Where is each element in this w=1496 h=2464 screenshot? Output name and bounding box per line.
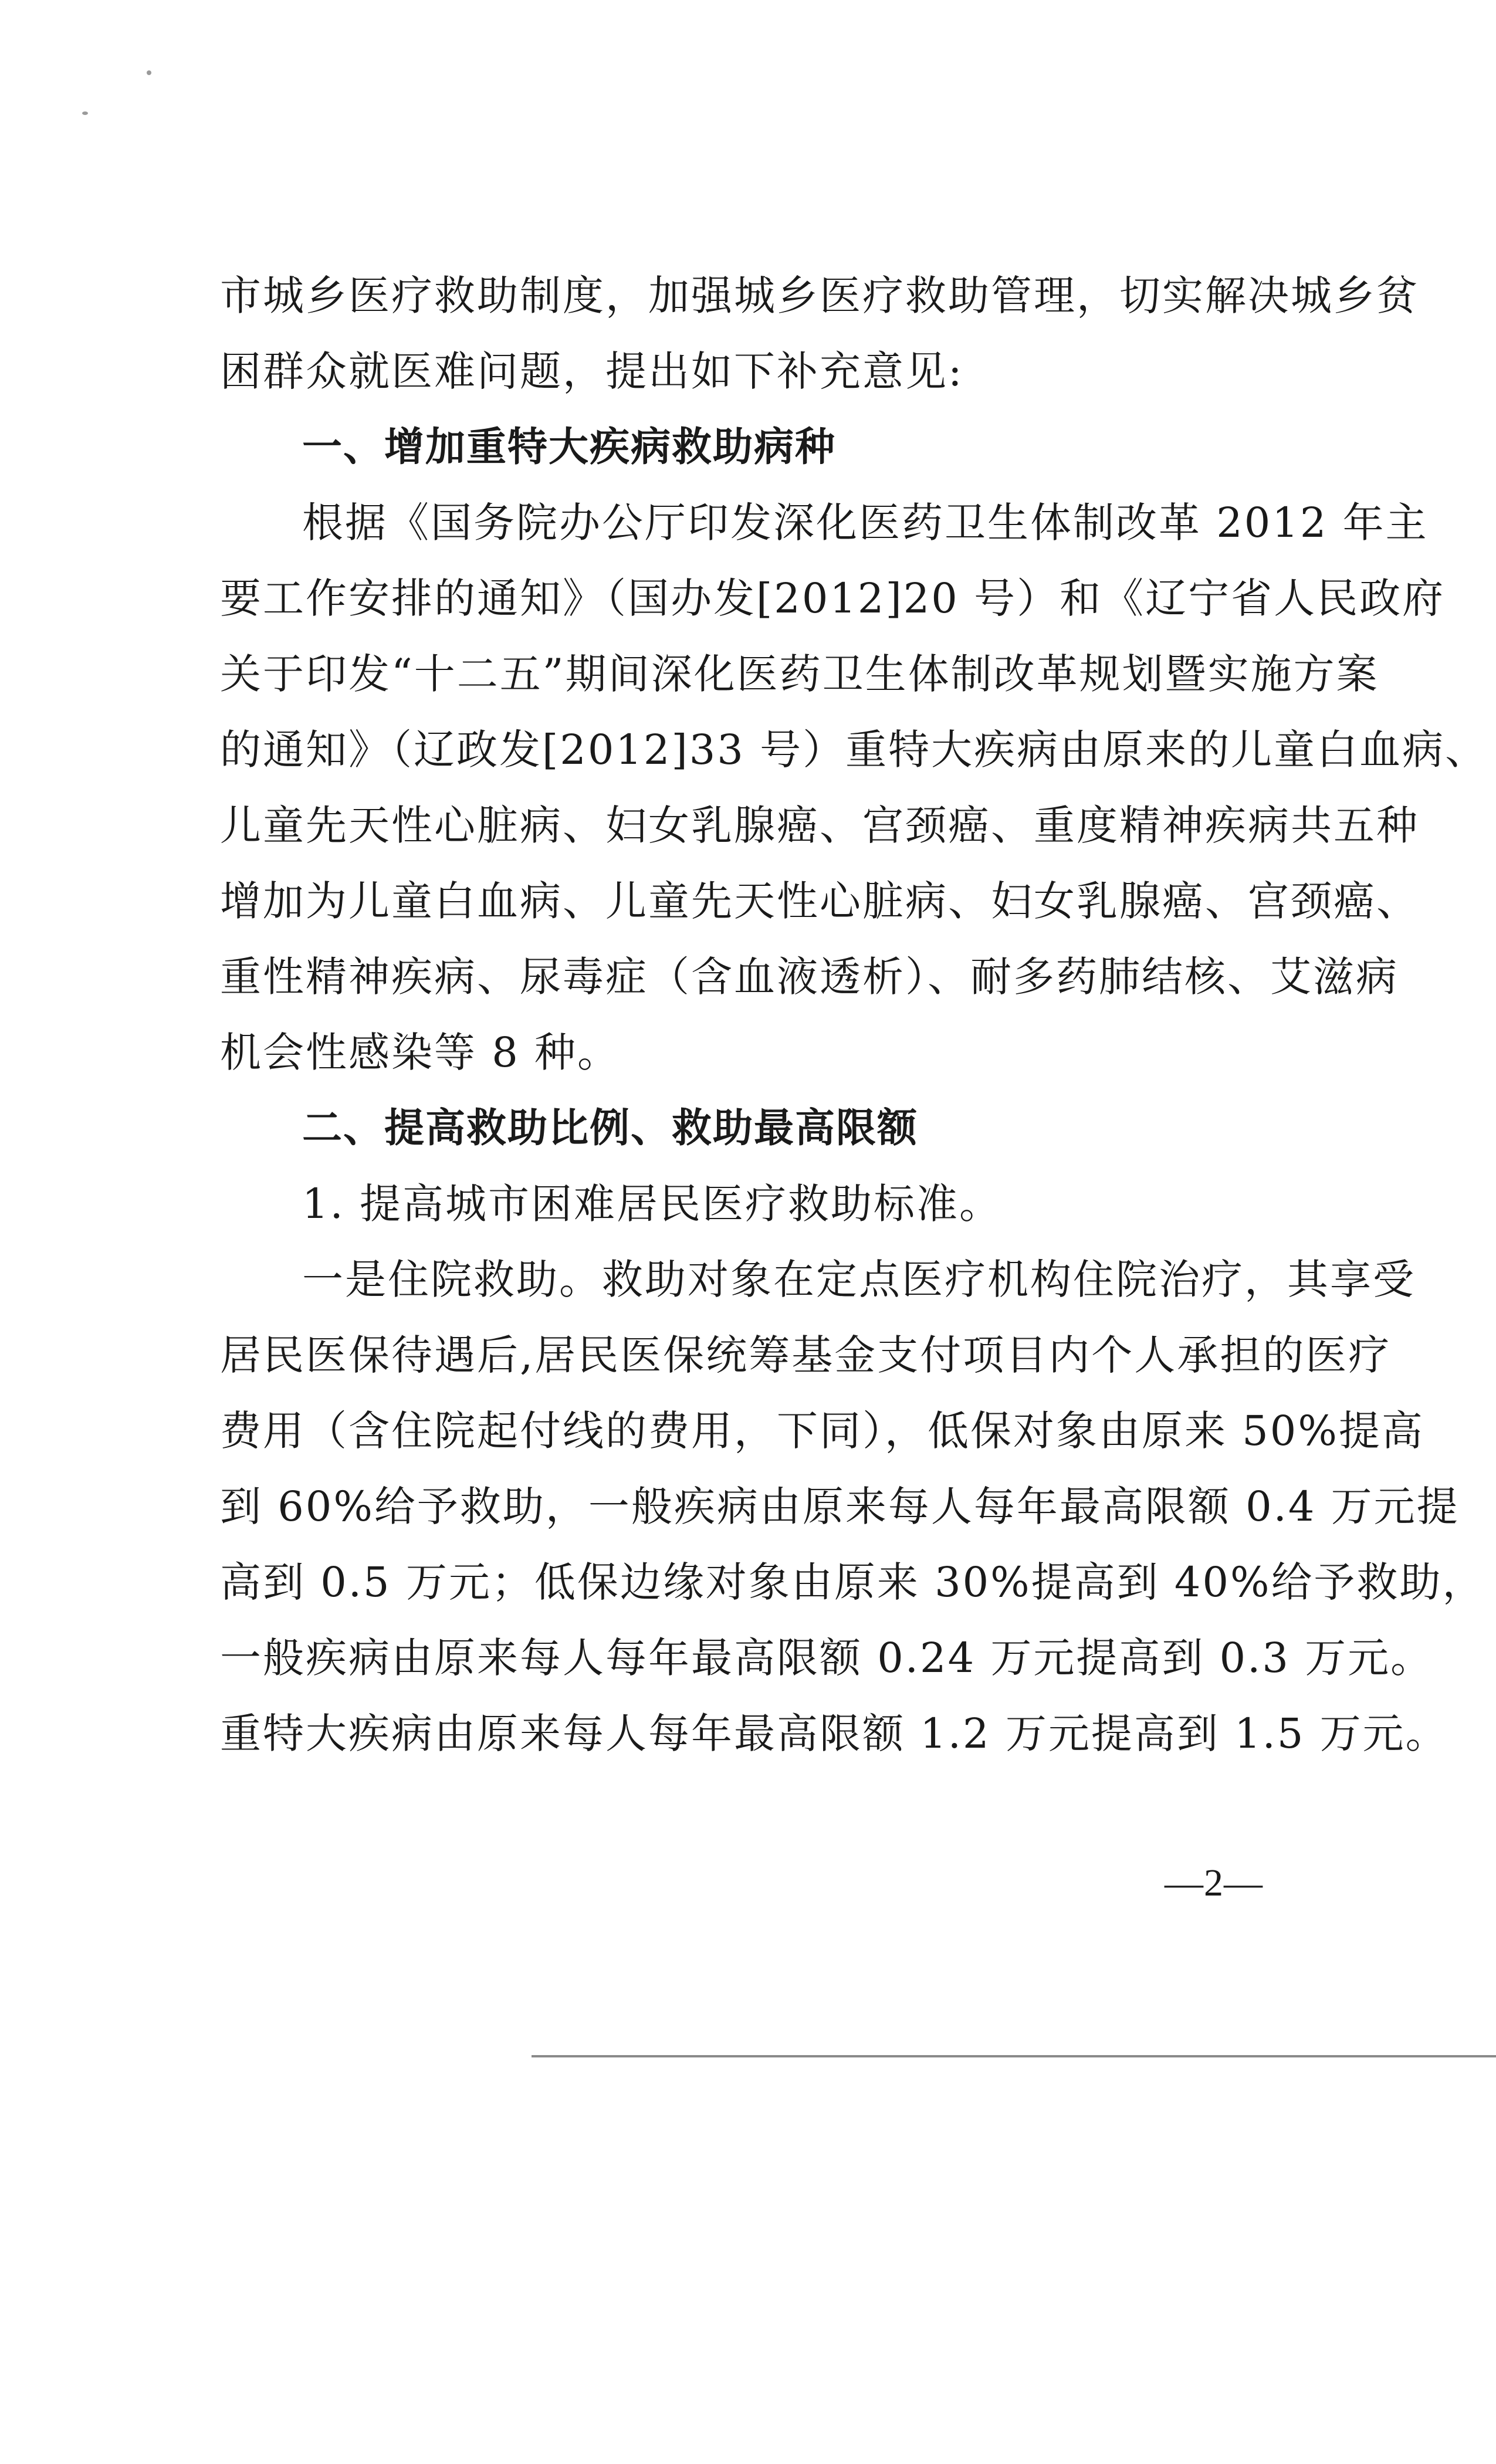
- paragraph-line: 市城乡医疗救助制度，加强城乡医疗救助管理，切实解决城乡贫: [220, 272, 1419, 320]
- scan-speck: [147, 70, 151, 75]
- scan-speck: [82, 111, 88, 115]
- subsection-heading: 1. 提高城市困难居民医疗救助标准。: [302, 1180, 1003, 1228]
- paragraph-line: 费用（含住院起付线的费用，下同），低保对象由原来 50%提高: [220, 1407, 1424, 1455]
- paragraph-line: 关于印发“十二五”期间深化医药卫生体制改革规划暨实施方案: [220, 650, 1379, 698]
- paragraph-line: 增加为儿童白血病、儿童先天性心脏病、妇女乳腺癌、宫颈癌、: [220, 877, 1419, 925]
- paragraph-line: 要工作安排的通知》（国办发[2012]20 号）和《辽宁省人民政府: [220, 574, 1446, 622]
- paragraph-line: 重性精神疾病、尿毒症（含血液透析）、耐多药肺结核、艾滋病: [220, 953, 1399, 1001]
- paragraph-line: 一是住院救助。救助对象在定点医疗机构住院治疗，其享受: [302, 1255, 1416, 1304]
- page-number: —2—: [1165, 1861, 1263, 1904]
- paragraph-line: 高到 0.5 万元；低保边缘对象由原来 30%提高到 40%给予救助，: [220, 1558, 1485, 1606]
- section-heading-2: 二、提高救助比例、救助最高限额: [302, 1105, 919, 1152]
- document-body: [220, 258, 1488, 1772]
- paragraph-line: 的通知》（辽政发[2012]33 号）重特大疾病由原来的儿童白血病、: [220, 726, 1488, 774]
- paragraph-line: 到 60%给予救助，一般疾病由原来每人每年最高限额 0.4 万元提: [220, 1483, 1460, 1531]
- paragraph-line: 一般疾病由原来每人每年最高限额 0.24 万元提高到 0.3 万元。: [220, 1634, 1434, 1682]
- paragraph-line: 居民医保待遇后,居民医保统筹基金支付项目内个人承担的医疗: [220, 1331, 1392, 1379]
- paragraph-line: 重特大疾病由原来每人每年最高限额 1.2 万元提高到 1.5 万元。: [220, 1710, 1448, 1758]
- scan-edge-divider: [532, 2055, 1496, 2057]
- paragraph-line: 机会性感染等 8 种。: [220, 1028, 621, 1077]
- paragraph-line: 根据《国务院办公厅印发深化医药卫生体制改革 2012 年主: [302, 499, 1429, 547]
- paragraph-line: 困群众就医难问题，提出如下补充意见:: [220, 347, 964, 395]
- paragraph-line: 儿童先天性心脏病、妇女乳腺癌、宫颈癌、重度精神疾病共五种: [220, 801, 1419, 849]
- section-heading-1: 一、增加重特大疾病救助病种: [302, 424, 837, 471]
